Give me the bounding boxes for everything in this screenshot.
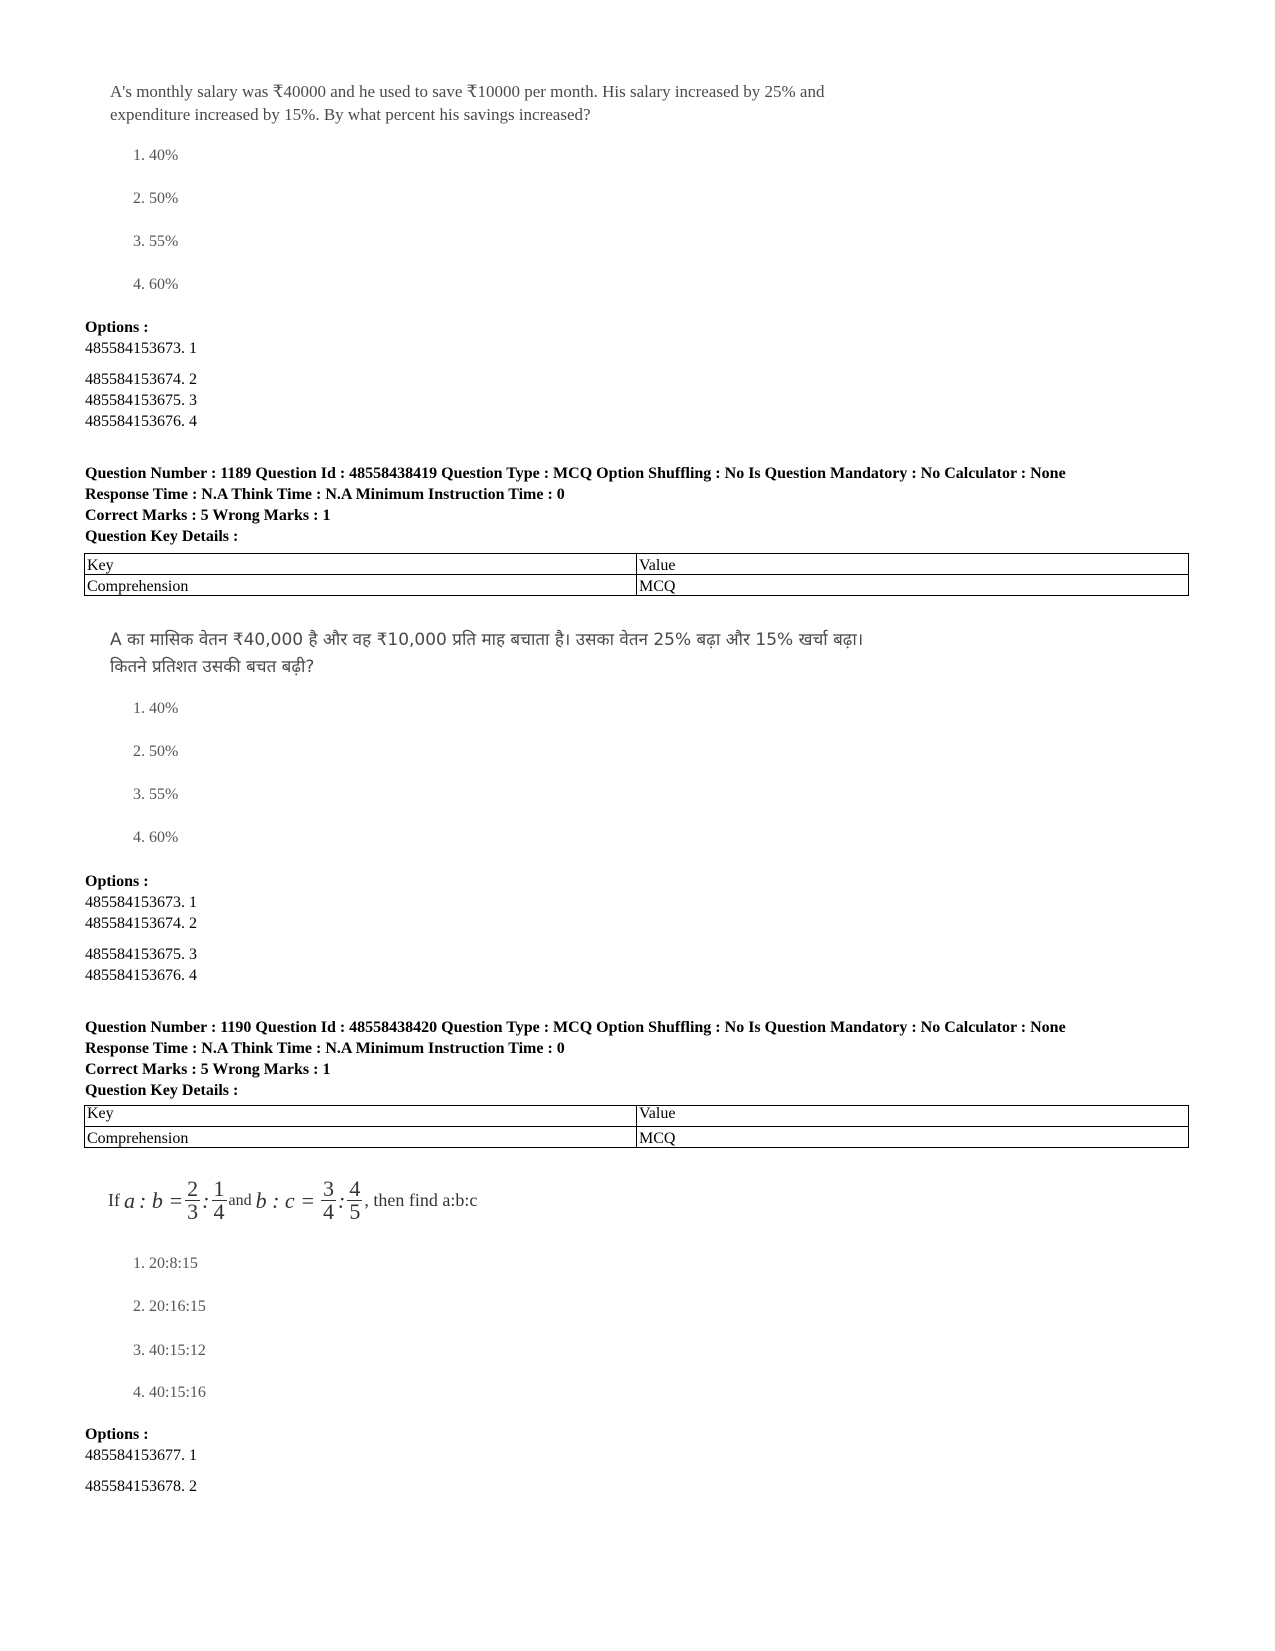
question-1190-options-label: Options : [85,1426,149,1443]
table-row [85,575,1189,596]
question-1189-options-label: Options : [85,873,149,890]
question-1189-key-details-label: Question Key Details : [85,528,239,545]
question-1190-header-line1: Question Number : 1190 Question Id : 48558438420 Question Type : MCQ Option Shuffling : No Is Question Mandatory : No Calculator : None [85,1019,1066,1036]
question-1189-text-line2: कितने प्रतिशत उसकी बचत बढ़ी? [110,657,315,677]
question-1190-option-2: 485584153678. 2 [85,1478,197,1495]
question-1189-text-line1: A का मासिक वेतन ₹40,000 है और वह ₹10,000 प्रति माह बचाता है। उसका वेतन 25% बढ़ा और 15% खर्चा बढ़ा। [110,630,864,650]
question-1188-option-4: 485584153676. 4 [85,413,197,430]
eq-colon-b-eq: : b = [139,1187,184,1213]
question-1188-option-2: 485584153674. 2 [85,371,197,388]
question-1190-choice-3: 3. 40:15:12 [133,1342,206,1359]
question-1188-text-line2: expenditure increased by 15%. By what percent his savings increased? [110,105,591,124]
key-header: Key [85,554,637,575]
question-1188-choice-4: 4. 60% [133,276,179,293]
question-1188-option-1: 485584153673. 1 [85,340,197,357]
value-cell: MCQ [637,575,1189,596]
key-cell: Comprehension [85,1127,637,1148]
fraction-3-4 [321,1178,336,1223]
eq-a: a [124,1187,135,1213]
question-1189-choice-2: 2. 50% [133,743,179,760]
question-1189-key-table [84,553,1189,596]
question-1188-choice-1: 1. 40% [133,147,179,164]
frac-den: 4 [323,1199,335,1224]
frac-den: 4 [213,1199,225,1224]
eq-colon: : [202,1187,210,1213]
question-1189-marks: Correct Marks : 5 Wrong Marks : 1 [85,507,331,524]
question-1189-choice-1: 1. 40% [133,700,179,717]
table-row [85,554,1189,575]
question-1189-option-2: 485584153674. 2 [85,915,197,932]
question-1190-header-line2: Response Time : N.A Think Time : N.A Minimum Instruction Time : 0 [85,1040,565,1057]
question-1189-choice-4: 4. 60% [133,829,179,846]
value-cell: MCQ [637,1127,1189,1148]
question-1190-option-1: 485584153677. 1 [85,1447,197,1464]
question-1188-choice-2: 2. 50% [133,190,179,207]
question-1189-choice-3: 3. 55% [133,786,179,803]
question-1188-text-line1: A's monthly salary was ₹40000 and he used to save ₹10000 per month. His salary increased by 25% and [110,82,825,101]
question-1189-option-4: 485584153676. 4 [85,967,197,984]
question-1189-option-1: 485584153673. 1 [85,894,197,911]
question-1190-key-details-label: Question Key Details : [85,1082,239,1099]
fraction-2-3 [185,1178,200,1223]
question-1189-header-line1: Question Number : 1189 Question Id : 48558438419 Question Type : MCQ Option Shuffling : No Is Question Mandatory : No Calculator : None [85,465,1066,482]
frac-num: 4 [349,1176,361,1201]
frac-den: 3 [187,1199,199,1224]
table-row [85,1106,1189,1127]
key-cell: Comprehension [85,575,637,596]
question-1190-equation [108,1178,477,1223]
question-1190-marks: Correct Marks : 5 Wrong Marks : 1 [85,1061,331,1078]
value-header: Value [637,1106,1189,1127]
question-1189-header-line2: Response Time : N.A Think Time : N.A Minimum Instruction Time : 0 [85,486,565,503]
frac-den: 5 [349,1199,361,1224]
question-1190-choice-4: 4. 40:15:16 [133,1384,206,1401]
eq-tail: , then find a:b:c [364,1190,478,1210]
table-row [85,1127,1189,1148]
question-1190-key-table [84,1105,1189,1148]
key-header: Key [85,1106,637,1127]
question-1188-options-label: Options : [85,319,149,336]
eq-colon: : [338,1187,346,1213]
question-1188-option-3: 485584153675. 3 [85,392,197,409]
question-1190-choice-2: 2. 20:16:15 [133,1298,206,1315]
frac-num: 3 [323,1176,335,1201]
eq-if: If [108,1190,120,1210]
value-header: Value [637,554,1189,575]
question-1188-choice-3: 3. 55% [133,233,179,250]
eq-and: and [228,1191,252,1209]
frac-num: 2 [187,1176,199,1201]
fraction-4-5 [347,1178,362,1223]
eq-b-colon-c-eq: b : c = [255,1187,316,1213]
frac-num: 1 [213,1176,225,1201]
fraction-1-4 [212,1178,227,1223]
question-1189-option-3: 485584153675. 3 [85,946,197,963]
question-1190-choice-1: 1. 20:8:15 [133,1255,198,1272]
